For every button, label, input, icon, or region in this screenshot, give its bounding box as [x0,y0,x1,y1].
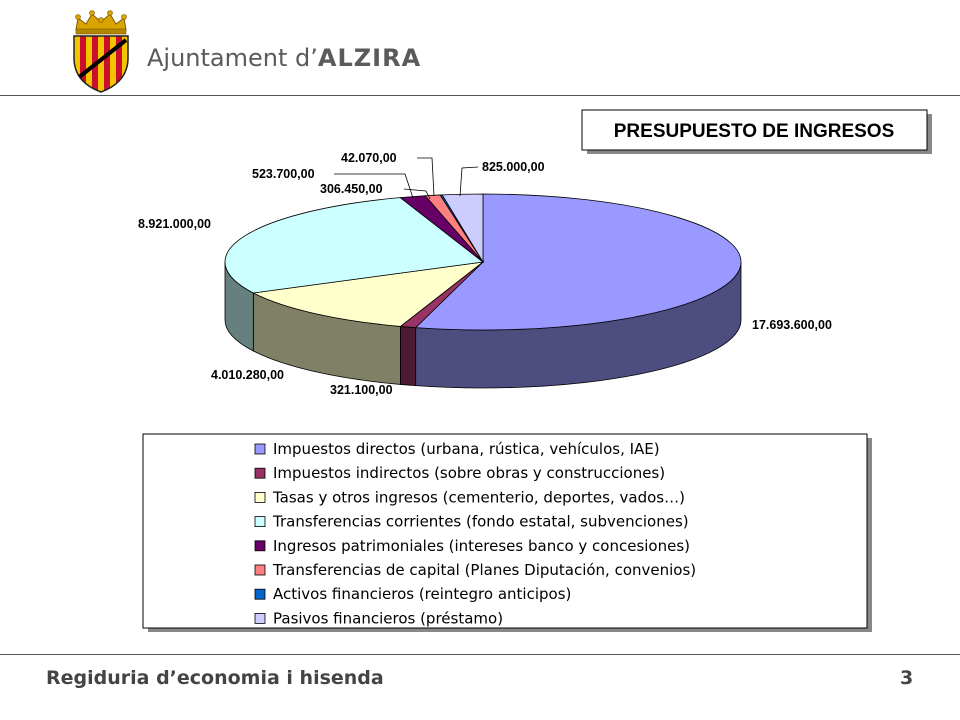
data-label-impuestos-directos: 17.693.600,00 [752,318,832,332]
data-label-tasas: 4.010.280,00 [211,368,284,382]
legend-swatch-activos-financieros [255,589,265,599]
data-label-activos-financieros: 42.070,00 [341,151,397,165]
header-prefix: Ajuntament d’ [147,44,318,72]
leader-line-pasivos-financieros [460,167,478,196]
data-label-pasivos-financieros: 825.000,00 [482,160,545,174]
legend-swatch-pasivos-financieros [255,613,265,623]
data-label-transferencias-corrientes: 8.921.000,00 [138,217,211,231]
legend-swatch-tasas [255,492,265,502]
legend-label-pasivos-financieros: Pasivos financieros (préstamo) [273,609,504,628]
legend-label-tasas: Tasas y otros ingresos (cementerio, deportes, vados…) [273,488,685,507]
legend-swatch-impuestos-indirectos [255,468,265,478]
pie-side-impuestos-indirectos [400,326,415,385]
legend-swatch-transferencias-corrientes [255,517,265,527]
legend-label-transferencias-corrientes: Transferencias corrientes (fondo estatal, subvenciones) [273,512,689,531]
legend-label-ingresos-patrimoniales: Ingresos patrimoniales (intereses banco y concesiones) [273,536,691,555]
data-label-ingresos-patrimoniales: 523.700,00 [252,167,315,181]
legend-label-impuestos-directos: Impuestos directos (urbana, rústica, vehículos, IAE) [273,440,660,458]
data-label-transferencias-capital: 306.450,00 [320,182,383,196]
header-town-name: ALZIRA [317,44,422,72]
page-number: 3 [900,667,914,689]
legend-swatch-ingresos-patrimoniales [255,541,265,551]
legend-label-impuestos-indirectos: Impuestos indirectos (sobre obras y construcciones) [273,464,666,483]
legend-swatch-transferencias-capital [255,565,265,575]
data-label-impuestos-indirectos: 321.100,00 [330,383,393,397]
legend-label-transferencias-capital: Transferencias de capital (Planes Diputación, convenios) [273,561,697,579]
pie-tops [225,194,741,330]
chart-title: PRESUPUESTO DE INGRESOS [613,121,895,142]
footer-department: Regiduria d’economia i hisenda [46,667,384,689]
legend-label-activos-financieros: Activos financieros (reintegro anticipos) [273,585,572,604]
legend-swatch-impuestos-directos [255,444,265,454]
